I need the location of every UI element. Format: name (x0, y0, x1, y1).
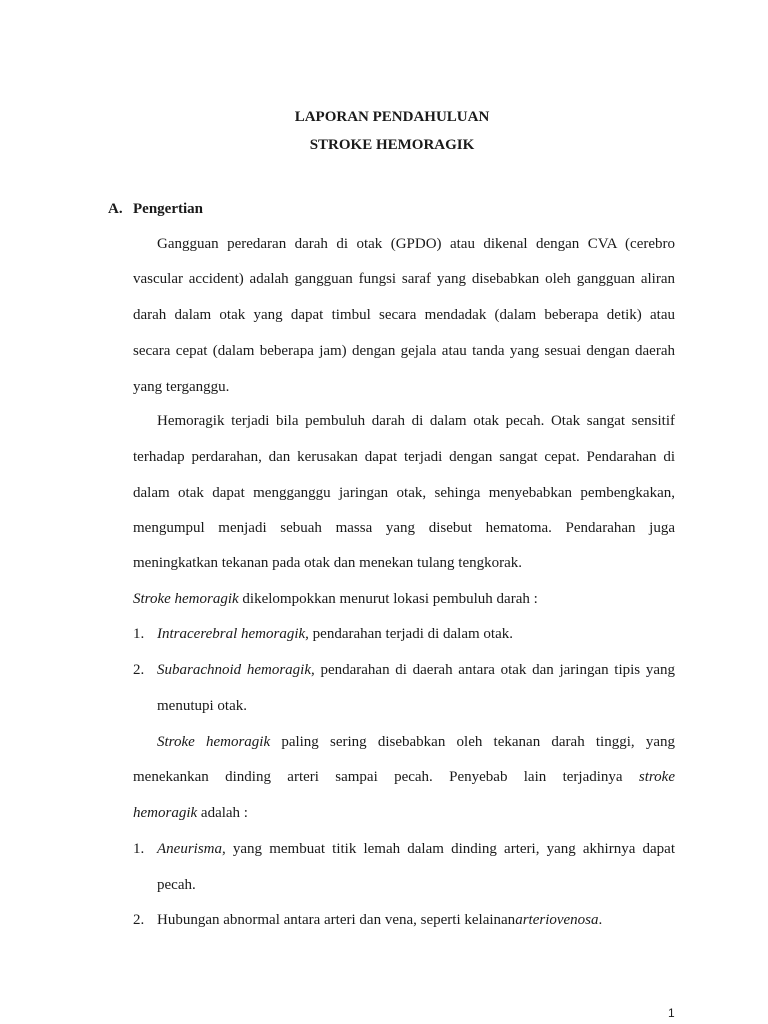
document-title: LAPORAN PENDAHULUAN (294, 109, 490, 125)
paragraph-2-line: meningkatkan tekanan pada otak dan menekan tulang tengkorak. (133, 555, 523, 571)
list-number: 2. (133, 912, 145, 928)
list-item-text: , pendarahan di daerah antara otak dan jaringan tipis yang (311, 662, 675, 678)
causes-line (133, 804, 248, 822)
list-number: 1. (133, 626, 145, 642)
paragraph-1-line: Gangguan peredaran darah di otak (GPDO) atau dikenal dengan CVA (cerebro (157, 236, 675, 252)
classification-intro (133, 590, 538, 608)
page-number: 1 (668, 1006, 675, 1020)
list-item-continuation: pecah. (157, 877, 196, 893)
paragraph-2-line: dalam otak dapat mengganggu jaringan otak, sehinga menyebabkan pembengkakan, (133, 485, 675, 501)
paragraph-2-line: mengumpul menjadi sebuah massa yang disebut hematoma. Pendarahan juga (133, 520, 675, 536)
list-item-text: , pendarahan terjadi di dalam otak. (305, 626, 514, 642)
list-item-term: Aneurisma (157, 841, 222, 857)
list-item-term: Intracerebral hemoragik (157, 626, 306, 642)
classification-intro-italic: Stroke hemoragik (133, 591, 239, 607)
section-label: A. (108, 201, 123, 217)
paragraph-2-line: terhadap perdarahan, dan kerusakan dapat terjadi dengan sangat cepat. Pendarahan di (133, 449, 675, 465)
causes-line (157, 733, 675, 751)
section-heading: Pengertian (133, 201, 203, 217)
list-item (157, 911, 602, 929)
classification-intro-text: dikelompokkan menurut lokasi pembuluh darah : (238, 591, 538, 607)
list-item-text: Hubungan abnormal antara arteri dan vena, seperti kelainan (157, 912, 516, 928)
causes-text: adalah : (197, 805, 248, 821)
paragraph-1-line: yang terganggu. (133, 379, 230, 395)
causes-italic: hemoragik (133, 805, 198, 821)
paragraph-1-line: vascular accident) adalah gangguan fungsi saraf yang disebabkan oleh gangguan aliran (133, 271, 675, 287)
causes-italic: Stroke hemoragik (157, 734, 271, 750)
list-item (157, 625, 513, 643)
list-item-text: , yang membuat titik lemah dalam dinding arteri, yang akhirnya dapat (222, 841, 675, 857)
list-item (157, 840, 675, 858)
causes-text: paling sering disebabkan oleh tekanan darah tinggi, yang (270, 734, 675, 750)
list-item-term: Subarachnoid hemoragik (157, 662, 312, 678)
paragraph-1-line: secara cepat (dalam beberapa jam) dengan gejala atau tanda yang sesuai dengan daerah (133, 343, 675, 359)
causes-line (133, 768, 675, 786)
document-subtitle: STROKE HEMORAGIK (309, 137, 475, 153)
list-number: 2. (133, 662, 145, 678)
list-item (157, 661, 675, 679)
list-item-term: arteriovenosa (515, 912, 599, 928)
paragraph-1-line: darah dalam otak yang dapat timbul secara mendadak (dalam beberapa detik) atau (133, 307, 675, 323)
causes-italic: stroke (638, 769, 675, 785)
list-number: 1. (133, 841, 145, 857)
paragraph-2-line: Hemoragik terjadi bila pembuluh darah di dalam otak pecah. Otak sangat sensitif (157, 413, 675, 429)
causes-text: menekankan dinding arteri sampai pecah. Penyebab lain terjadinya (133, 769, 639, 785)
list-item-continuation: menutupi otak. (157, 698, 247, 714)
list-item-end: . (598, 912, 603, 928)
